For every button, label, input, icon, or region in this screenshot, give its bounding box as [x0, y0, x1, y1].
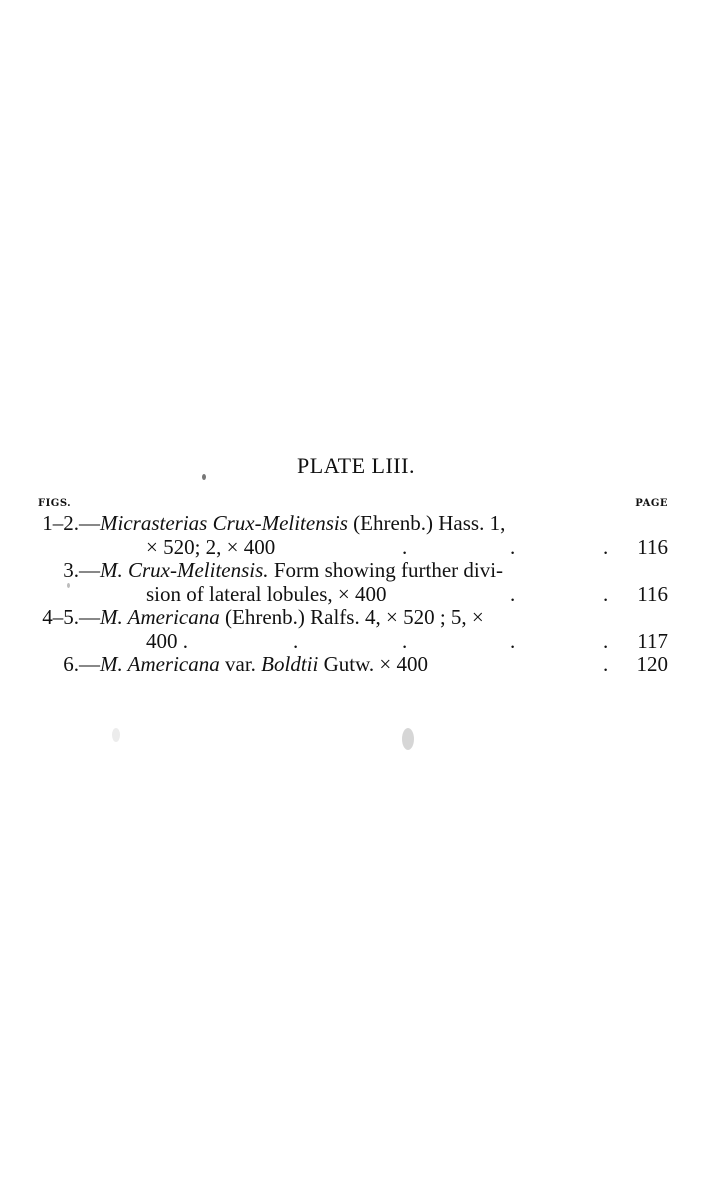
entry-3-species: M. Americana: [100, 605, 220, 629]
entry-2-species: M. Crux-Melitensis.: [100, 558, 269, 582]
entry-1-fig-number: 1–2.—: [42, 511, 100, 535]
leader-dot: .: [402, 628, 408, 653]
scan-speck: [202, 474, 206, 480]
entry-2-description-cont: sion of lateral lobules, × 400: [146, 581, 387, 606]
entry-3-text: [100, 606, 484, 630]
entry-4-author: Gutw. × 400: [318, 652, 428, 676]
scan-speck: [112, 728, 120, 742]
entry-1-author: (Ehrenb.) Hass. 1,: [347, 511, 506, 535]
leader-dot: .: [603, 652, 609, 676]
entry-2-description: Form showing further divi-: [268, 558, 504, 582]
scan-speck: [402, 728, 414, 750]
plate-title: PLATE LIII.: [297, 453, 415, 478]
entry-2-line-2: [0, 583, 712, 607]
leader-dot: .: [603, 534, 609, 559]
entry-4-line-1: [0, 653, 712, 677]
entry-4-fig-number: 6.—: [63, 652, 100, 676]
entry-1-page: 116: [637, 534, 668, 559]
entry-2-fig-number: 3.—: [63, 558, 100, 582]
leader-dot: .: [510, 581, 516, 606]
leader-dot: .: [603, 628, 609, 653]
figure-list: [0, 512, 712, 677]
leader-dot: .: [510, 628, 516, 653]
entry-1-line-2: [0, 536, 712, 560]
figs-column-header: FIGS.: [38, 498, 72, 509]
entry-1-magnification: × 520; 2, × 400: [146, 534, 276, 559]
entry-1-species: Micrasterias Crux-Melitensis: [100, 511, 348, 535]
page-column-header: PAGE: [635, 498, 668, 509]
entry-4-text: [100, 653, 428, 677]
entry-4-var: var.: [219, 652, 262, 676]
entry-3-magnification-cont: 400 .: [146, 628, 188, 653]
entry-3-fig-number: 4–5.—: [42, 605, 100, 629]
entry-3-author: (Ehrenb.) Ralfs. 4, × 520 ; 5, ×: [219, 605, 484, 629]
entry-4-variety-name: Boldtii: [261, 652, 319, 676]
leader-dot: .: [603, 581, 609, 606]
leader-dot: .: [293, 628, 299, 653]
entry-3-page: 117: [637, 628, 668, 653]
entry-2-text: [100, 559, 503, 583]
entry-4-species: M. Americana: [100, 652, 220, 676]
entry-1-text: [100, 512, 505, 536]
entry-4-page: 120: [636, 652, 668, 676]
entry-1-line-1: [0, 512, 712, 536]
entry-3-line-2: [0, 630, 712, 654]
entry-2-page: 116: [637, 581, 668, 606]
leader-dot: .: [510, 534, 516, 559]
leader-dot: .: [402, 534, 408, 559]
entry-3-line-1: [0, 606, 712, 630]
scan-speck: [67, 583, 70, 588]
entry-2-line-1: [0, 559, 712, 583]
